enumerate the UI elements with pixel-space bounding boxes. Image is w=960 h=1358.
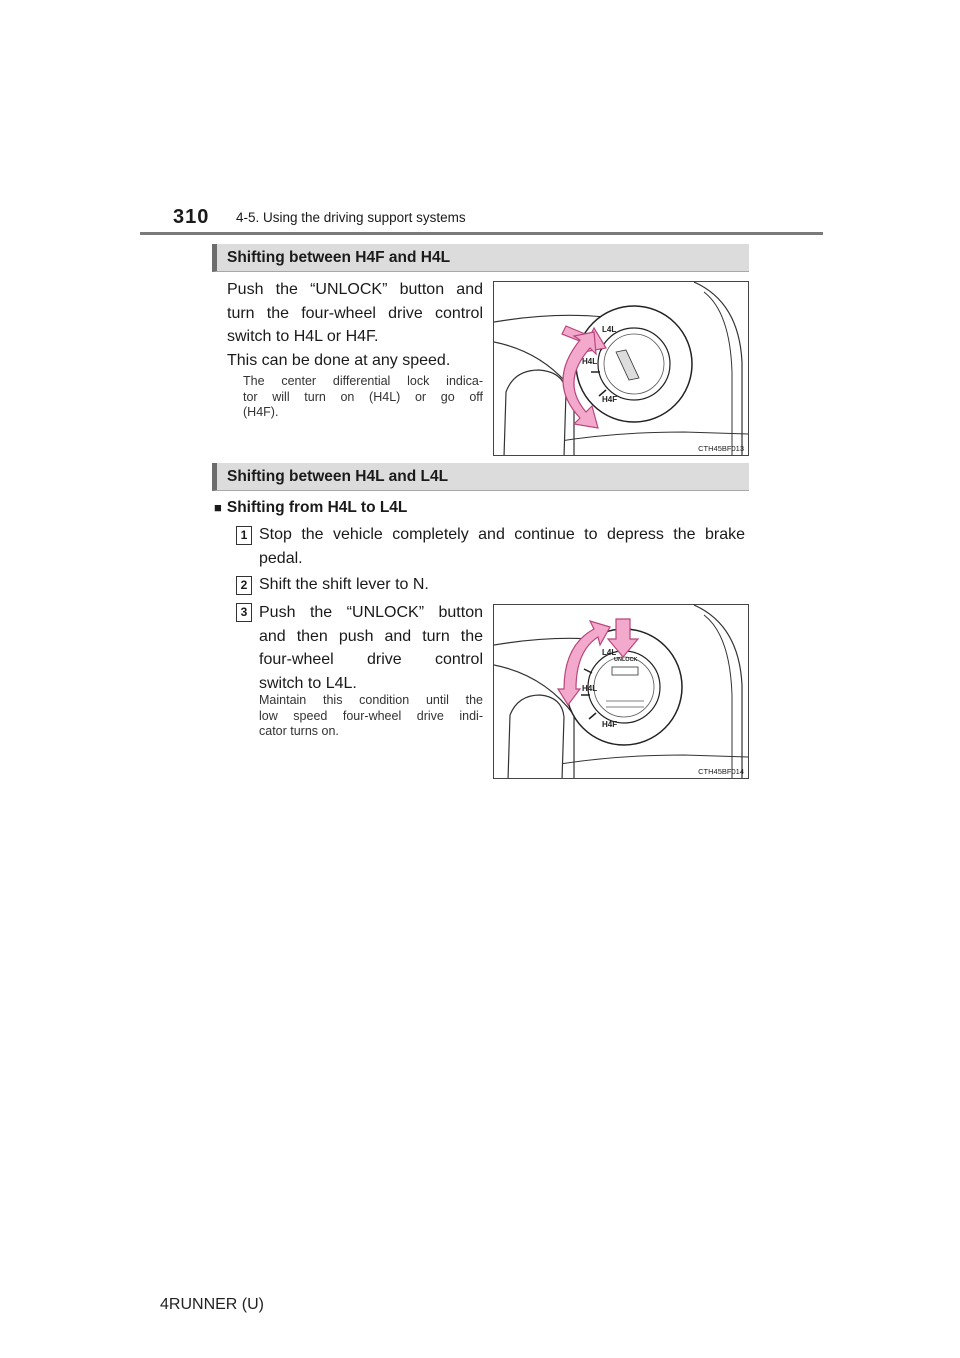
dial-illustration [494,605,749,779]
square-bullet-icon: ■ [214,500,222,515]
step-3-line: four-wheel drive control [259,651,483,668]
section2-note [259,693,483,740]
dial-illustration [494,282,749,456]
step-1-line: Stop the vehicle completely and continue to depress the brake [259,526,745,543]
step-3-line: and then push and turn the [259,627,483,645]
body-line: switch to H4L or H4F. [227,328,379,345]
figure-dial-h4f-h4l [493,281,749,456]
subheading-h4l-to-l4l [214,499,407,517]
section1-body [227,278,483,372]
step-1-line: pedal. [259,550,303,567]
dial-label-h4l: H4L [582,684,598,693]
note-line: tor will turn on (H4L) or go off [243,389,483,404]
subheading-text: Shifting from H4L to L4L [226,499,408,516]
section-heading-h4f-h4l [212,244,749,272]
step-2-line: Shift the shift lever to N. [259,576,429,593]
dial-label-h4f: H4F [602,720,618,729]
section-heading-text: Shifting between H4L and L4L [227,468,449,485]
note-line: (H4F). [243,405,279,419]
dial-label-l4l: L4L [602,648,617,657]
section-heading-text: Shifting between H4F and H4L [227,249,451,266]
dial-label-h4l: H4L [582,357,598,366]
dial-label-l4l: L4L [602,325,617,334]
figure-dial-h4l-l4l [493,604,749,779]
figure-code: CTH45BF014 [698,767,744,776]
note-line: The center differential lock indica- [243,374,483,388]
step-number-1: 1 [236,526,252,545]
section1-note [243,374,483,421]
step-3-line: Push the “UNLOCK” button [259,604,483,621]
dial-label-unlock: UNLOCK [614,657,638,663]
dial-label-h4f: H4F [602,395,618,404]
note-line: low speed four-wheel drive indi- [259,708,483,723]
section-heading-h4l-l4l [212,463,749,491]
body-line: This can be done at any speed. [227,351,451,369]
page-number: 310 [173,206,210,228]
step-3-text [259,601,483,695]
figure-code: CTH45BF013 [698,444,744,453]
step-number-3: 3 [236,603,252,622]
note-line: cator turns on. [259,724,339,738]
footer-model: 4RUNNER (U) [160,1296,264,1313]
body-line: turn the four-wheel drive control [227,304,483,322]
body-line: Push the “UNLOCK” button and [227,281,483,298]
step-number-2: 2 [236,576,252,595]
note-line: Maintain this condition until the [259,693,483,707]
section-title: 4-5. Using the driving support systems [236,210,466,225]
header-rule [140,232,823,235]
step-3-line: switch to L4L. [259,674,357,692]
